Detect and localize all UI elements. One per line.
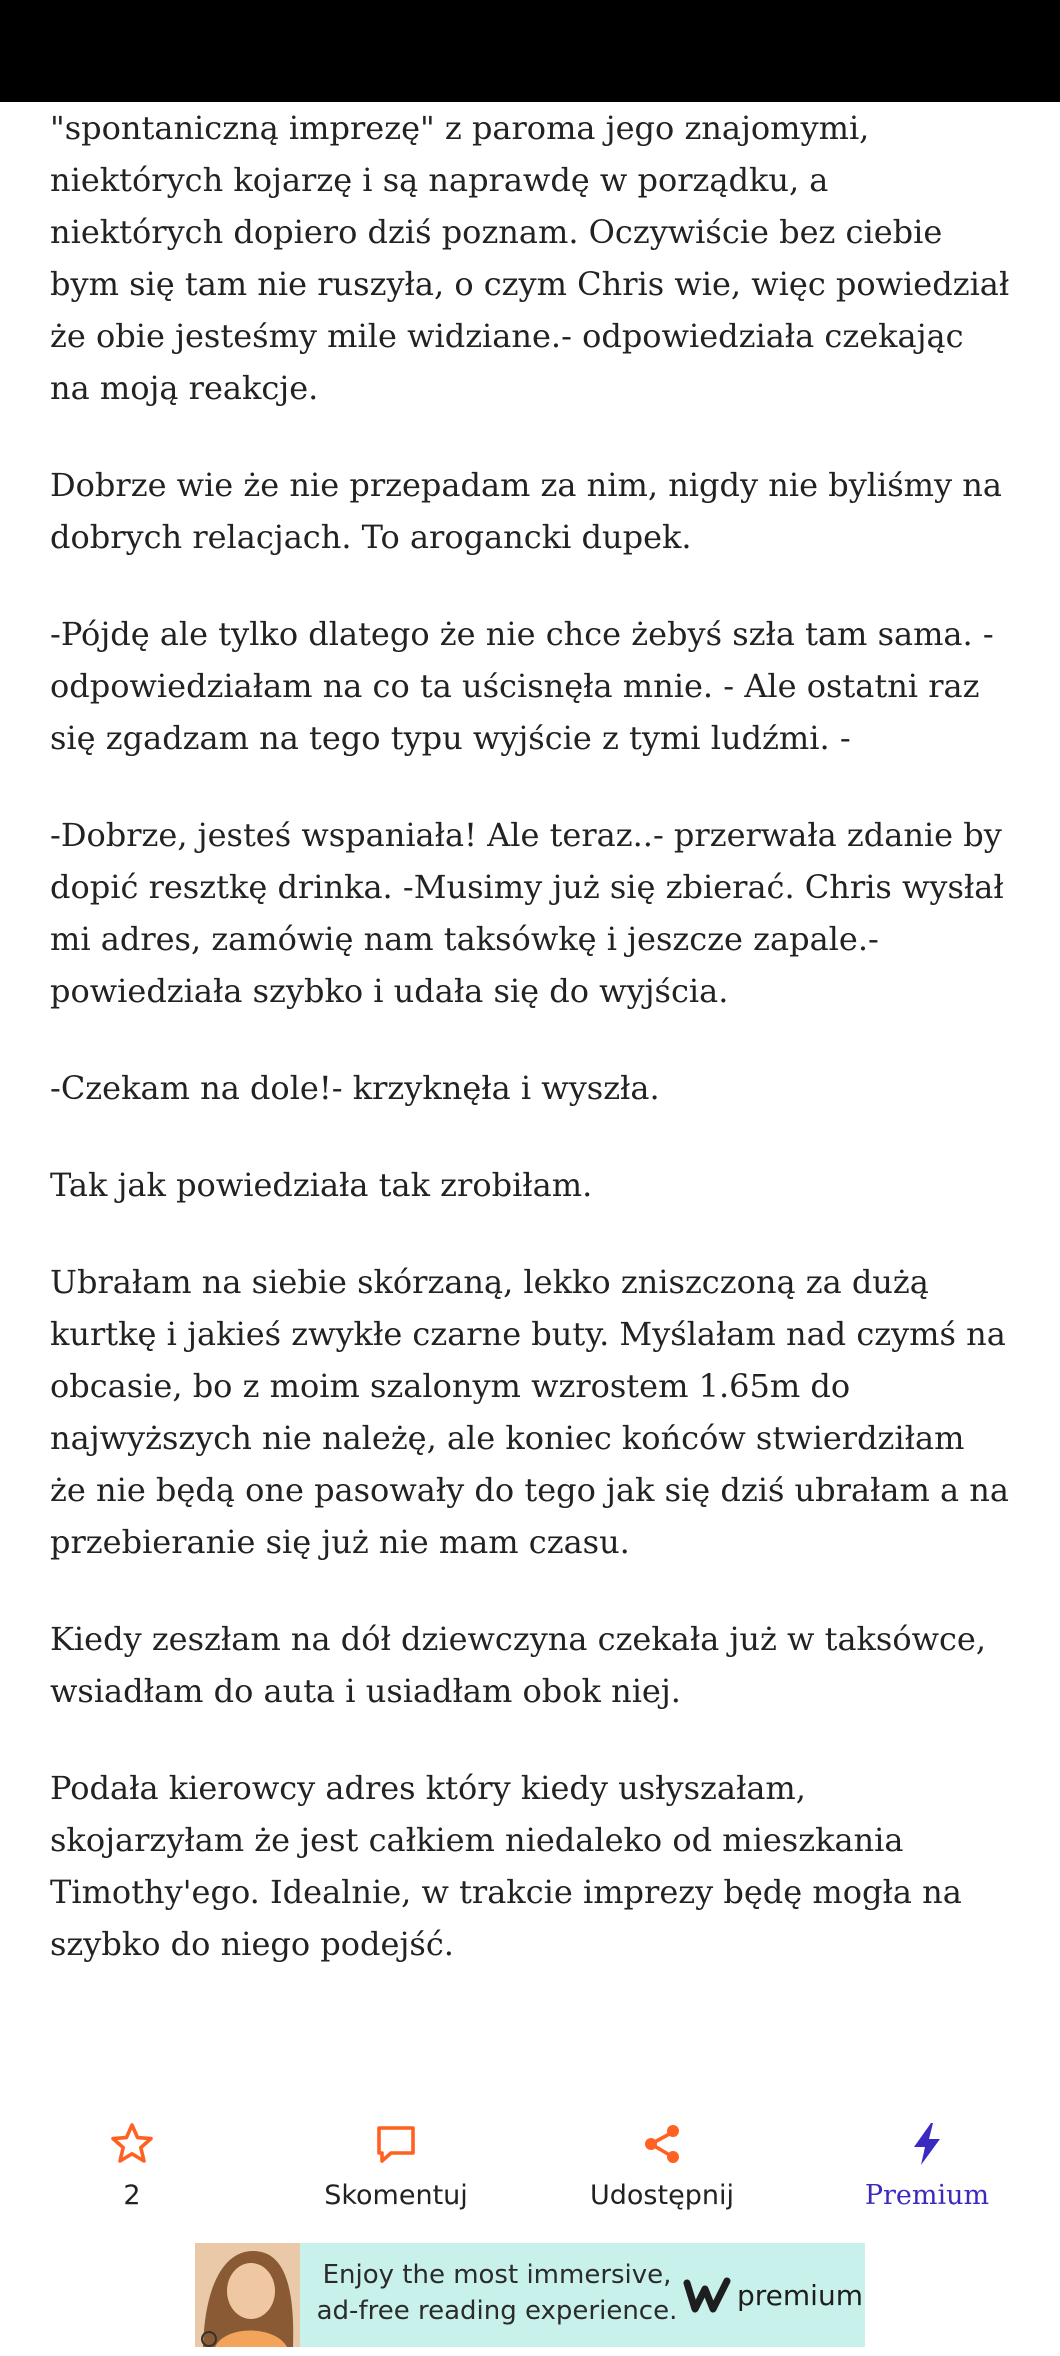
comment-icon	[372, 2120, 420, 2168]
ad-text	[307, 2257, 687, 2329]
wattpad-w-icon	[683, 2277, 731, 2313]
lightning-icon	[903, 2120, 951, 2168]
premium-ad-banner[interactable]	[195, 2243, 865, 2347]
story-paragraph: -Czekam na dole!- krzyknęła i wyszła.	[50, 1069, 660, 1107]
ad-line-1: Enjoy the most immersive,	[322, 2260, 672, 2290]
story-paragraph: Ubrałam na siebie skórzaną, lekko zniszczoną za dużą kurtkę i jakieś zwykłe czarne buty. Myślałam nad czymś na obcasie, bo z moim szalonym wzrostem 1.65m do najwyższych nie należę, ale koniec końców stwierdziłam że nie będą one pasowały do tego jak się dziś ubrałam a na przebieranie się już nie mam czasu.	[50, 1263, 1009, 1561]
star-icon	[108, 2120, 156, 2168]
story-paragraph: Podała kierowcy adres który kiedy usłyszałam, skojarzyłam że jest całkiem niedaleko od mieszkania Timothy'ego. Idealnie, w trakcie imprezy będę mogła na szybko do niego podejść.	[50, 1769, 962, 1963]
premium-label: Premium	[864, 2180, 990, 2211]
wattpad-premium-logo	[683, 2273, 863, 2317]
status-bar	[0, 0, 1060, 102]
premium-button[interactable]	[817, 2120, 1037, 2220]
comment-button[interactable]	[286, 2120, 506, 2220]
story-paragraph: -Dobrze, jesteś wspaniała! Ale teraz..- przerwała zdanie by dopić resztkę drinka. -Musimy już się zbierać. Chris wysłał mi adres, zamówię nam taksówkę i jeszcze zapale.- powiedziała szybko i udała się do wyjścia.	[50, 816, 1004, 1010]
ad-brand: premium	[737, 2278, 863, 2312]
story-paragraph: Tak jak powiedziała tak zrobiłam.	[50, 1166, 593, 1204]
comment-label: Skomentuj	[324, 2180, 468, 2211]
story-paragraph: Dobrze wie że nie przepadam za nim, nigdy nie byliśmy na dobrych relacjach. To arogancki dupek.	[50, 466, 1002, 556]
story-paragraph: Kiedy zeszłam na dół dziewczyna czekała już w taksówce, wsiadłam do auta i usiadłam obok niej.	[50, 1620, 987, 1710]
story-text	[50, 102, 1010, 2015]
vote-button[interactable]	[22, 2120, 242, 2220]
vote-count: 2	[123, 2180, 141, 2211]
story-paragraph: "spontaniczną imprezę" z paroma jego znajomymi, niektórych kojarzę i są naprawdę w porządku, a niektórych dopiero dziś poznam. Oczywiście bez ciebie bym się tam nie ruszyła, o czym Chris wie, więc powiedział że obie jesteśmy mile widziane.- odpowiedziała czekając na moją reakcje.	[50, 109, 1010, 407]
share-label: Udostępnij	[590, 2180, 734, 2211]
share-button[interactable]	[552, 2120, 772, 2220]
ad-photo	[195, 2243, 300, 2347]
share-icon	[638, 2120, 686, 2168]
story-paragraph: -Pójdę ale tylko dlatego że nie chce żebyś szła tam sama. - odpowiedziałam na co ta uścisnęła mnie. - Ale ostatni raz się zgadzam na tego typu wyjście z tymi ludźmi. -	[50, 615, 994, 757]
action-bar	[0, 2120, 1060, 2220]
ad-line-2: ad-free reading experience.	[316, 2296, 678, 2326]
